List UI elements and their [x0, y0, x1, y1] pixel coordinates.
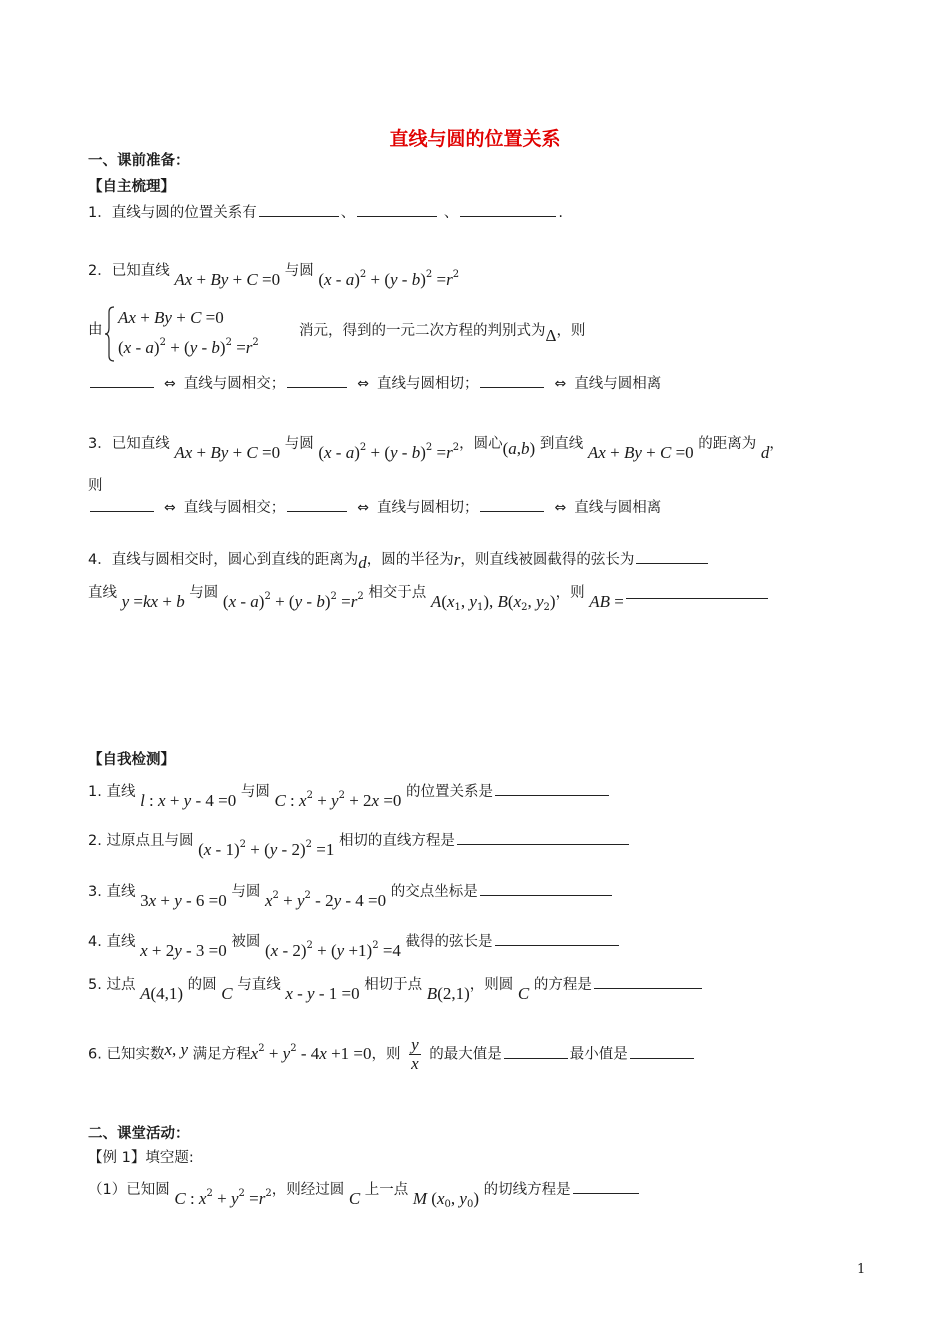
answer-blank [480, 881, 612, 896]
answer-blank [630, 1044, 694, 1059]
answer-blank [480, 497, 544, 512]
system-line-2: $(x - a)^2 + (y - b)^2 =r^2$ [118, 337, 259, 357]
answer-blank [460, 202, 556, 217]
equivalence-icon: ⇔ [357, 500, 369, 516]
check-5: 5. 过点 A(4,1) 的圆 C 与直线 x - y - 1 =0 相切于点 B(2,1)，则圆 C 的方程是 [88, 974, 704, 995]
section-1-heading: 一、课前准备： [88, 153, 190, 169]
question-2-system: 由 [88, 322, 103, 338]
answer-blank [636, 549, 708, 564]
question-3-then: 则 [88, 478, 103, 494]
equivalence-icon: ⇔ [554, 376, 567, 392]
relation-row-1: ⇔ 直线与圆相交； ⇔ 直线与圆相切； ⇔ 直线与圆相离 [88, 373, 661, 394]
question-2-system-text: 消元，得到的一元二次方程的判别式为Δ，则 [299, 323, 586, 345]
check-6: 6. 已知实数x, y 满足方程$x^2 + y^2 - 4x +1 =0$，则 $\frac{y}{x}$ 的最大值是 最小值是 [88, 1036, 696, 1073]
answer-blank [626, 584, 768, 599]
equivalence-icon: ⇔ [164, 500, 176, 516]
answer-blank [287, 373, 347, 388]
check-3: 3. 直线 3x + y - 6 =0 与圆 $x^2 + y^2 - 2y - 4 =0$ 的交点坐标是 [88, 876, 614, 902]
equivalence-icon: ⇔ [554, 500, 567, 516]
answer-blank [457, 830, 629, 845]
line-equation: Ax + By + C =0 [174, 270, 281, 289]
check-4: 4. 直线 x + 2y - 3 =0 被圆 $(x - 2)^2 + (y +1)^2 =4$ 截得的弦长是 [88, 926, 621, 952]
answer-blank [495, 781, 609, 796]
question-3: 3．已知直线 Ax + By + C =0 与圆 $(x - a)^2 + (y - b)^2 =r^2$，圆心(a,b) 到直线 Ax + By + C =0 的距离为 d， [88, 436, 784, 462]
answer-blank [287, 497, 347, 512]
question-4: 4．直线与圆相交时，圆心到直线的距离为d，圆的半径为r，则直线被圆截得的弦长为 [88, 549, 710, 570]
check-2: 2. 过原点且与圆 (x - 1)$^2$ + (y - 2)$^2$ =1 相切的直线方程是 [88, 825, 631, 851]
system-brace [104, 306, 116, 362]
equivalence-icon: ⇔ [357, 376, 369, 392]
delta-symbol: Δ [545, 326, 557, 345]
question-2: 2．已知直线 Ax + By + C =0 与圆 $(x - a)^2 + (y - b)^2 =r^2$ [88, 263, 460, 289]
subsection-self-check: 【自我检测】 [88, 752, 175, 768]
answer-blank [357, 202, 437, 217]
subsection-self-review: 【自主梳理】 [88, 179, 175, 195]
equivalence-icon: ⇔ [164, 376, 176, 392]
example-1-heading: 【例 1】填空题: [88, 1150, 194, 1166]
page-title: 直线与圆的位置关系 [389, 128, 561, 150]
answer-blank [480, 373, 544, 388]
answer-blank [594, 974, 702, 989]
section-2-heading: 二、课堂活动： [88, 1126, 190, 1142]
answer-blank [573, 1179, 639, 1194]
circle-equation: $(x - a)^2 + (y - b)^2 =r^2$ [318, 269, 460, 289]
question-4-line: 直线 y =kx + b 与圆 $(x - a)^2 + (y - b)^2 =r^2$ 相交于点 $A(x_1$, $y_1$), $B(x_2$, $y_2$)，则 AB = [88, 577, 770, 608]
answer-blank [259, 202, 339, 217]
system-line-1: Ax + By + C =0 [118, 308, 224, 327]
answer-blank [495, 931, 619, 946]
answer-blank [504, 1044, 568, 1059]
check-1: 1. 直线 l : x + y - 4 =0 与圆 C : $x^2 + y^2 + 2x =0$ 的位置关系是 [88, 776, 611, 802]
relation-row-2: ⇔ 直线与圆相交； ⇔ 直线与圆相切； ⇔ 直线与圆相离 [88, 497, 661, 518]
page-number: 1 [857, 1262, 866, 1277]
question-1: 1．直线与圆的位置关系有 、 、 . [88, 202, 563, 223]
answer-blank [90, 497, 154, 512]
example-1-question-1: （1）已知圆 C : $x^2 + y^2 =r^2$，则经过圆 C 上一点 M ($x_0$, $y_0$) 的切线方程是 [88, 1174, 641, 1205]
fraction-y-over-x: $\frac{y}{x}$ [411, 1035, 419, 1073]
answer-blank [90, 373, 154, 388]
